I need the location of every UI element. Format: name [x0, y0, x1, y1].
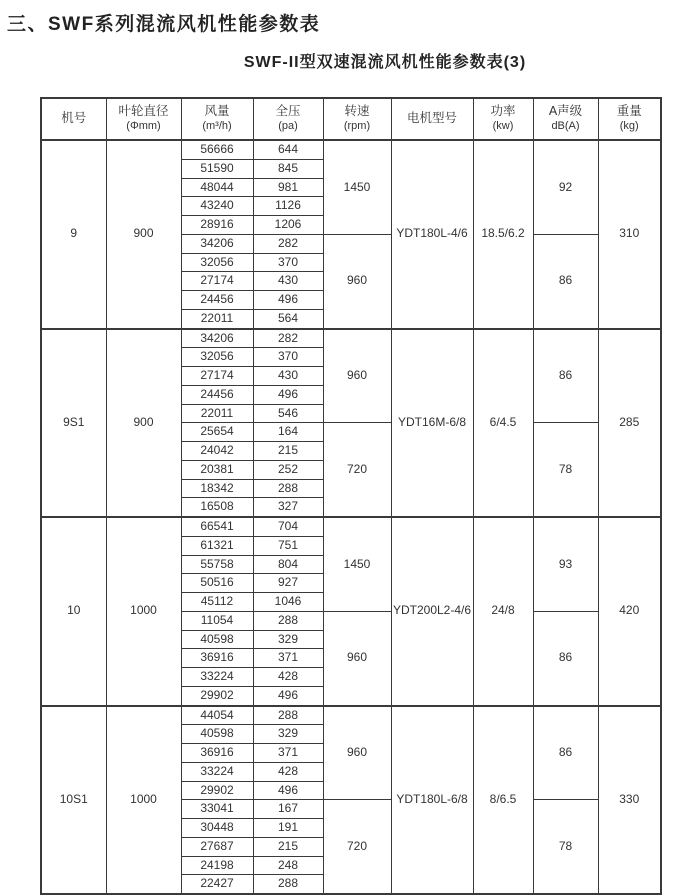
cell-airflow: 45112 [181, 593, 253, 612]
cell-noise-level: 86 [533, 611, 598, 705]
fan-performance-table [40, 97, 662, 895]
cell-airflow: 40598 [181, 725, 253, 744]
cell-airflow: 36916 [181, 649, 253, 668]
cell-airflow: 24456 [181, 291, 253, 310]
cell-total-pressure: 371 [253, 744, 323, 763]
cell-total-pressure: 430 [253, 367, 323, 386]
cell-total-pressure: 428 [253, 762, 323, 781]
header-row [41, 98, 661, 140]
cell-power: 6/4.5 [473, 329, 533, 518]
table-body [41, 140, 661, 894]
cell-power: 24/8 [473, 517, 533, 706]
cell-airflow: 29902 [181, 781, 253, 800]
cell-total-pressure: 248 [253, 856, 323, 875]
cell-airflow: 22427 [181, 875, 253, 894]
table-row [41, 517, 661, 536]
cell-airflow: 33224 [181, 668, 253, 687]
cell-total-pressure: 644 [253, 140, 323, 159]
cell-total-pressure: 496 [253, 781, 323, 800]
cell-airflow: 33224 [181, 762, 253, 781]
cell-speed-rpm: 1450 [323, 140, 391, 234]
cell-speed-rpm: 960 [323, 706, 391, 800]
table-row [41, 140, 661, 159]
col-header-total-pressure: 全压 (pa) [253, 98, 323, 140]
col-header-power: 功率 (kw) [473, 98, 533, 140]
cell-total-pressure: 1046 [253, 593, 323, 612]
col-header-fan-model: 机号 [41, 98, 106, 140]
cell-total-pressure: 252 [253, 460, 323, 479]
cell-airflow: 55758 [181, 555, 253, 574]
col-header-weight: 重量 (kg) [598, 98, 661, 140]
cell-impeller-diameter: 900 [106, 140, 181, 329]
cell-motor-model: YDT180L-4/6 [391, 140, 473, 329]
cell-speed-rpm: 720 [323, 800, 391, 894]
cell-speed-rpm: 960 [323, 611, 391, 705]
cell-airflow: 25654 [181, 423, 253, 442]
cell-motor-model: YDT16M-6/8 [391, 329, 473, 518]
cell-total-pressure: 704 [253, 517, 323, 536]
cell-total-pressure: 288 [253, 875, 323, 894]
cell-airflow: 61321 [181, 536, 253, 555]
cell-total-pressure: 1206 [253, 216, 323, 235]
cell-airflow: 22011 [181, 404, 253, 423]
cell-total-pressure: 927 [253, 574, 323, 593]
cell-total-pressure: 1126 [253, 197, 323, 216]
cell-total-pressure: 288 [253, 706, 323, 725]
cell-airflow: 48044 [181, 178, 253, 197]
cell-total-pressure: 751 [253, 536, 323, 555]
cell-noise-level: 78 [533, 423, 598, 517]
cell-total-pressure: 370 [253, 253, 323, 272]
cell-total-pressure: 288 [253, 611, 323, 630]
cell-noise-level: 86 [533, 234, 598, 328]
cell-speed-rpm: 960 [323, 234, 391, 328]
cell-total-pressure: 329 [253, 725, 323, 744]
cell-airflow: 34206 [181, 234, 253, 253]
table-header [41, 98, 661, 140]
cell-speed-rpm: 960 [323, 329, 391, 423]
cell-airflow: 16508 [181, 498, 253, 517]
cell-noise-level: 93 [533, 517, 598, 611]
cell-fan-model: 10 [41, 517, 106, 706]
cell-airflow: 20381 [181, 460, 253, 479]
cell-total-pressure: 215 [253, 837, 323, 856]
col-header-motor-model: 电机型号 [391, 98, 473, 140]
cell-airflow: 30448 [181, 819, 253, 838]
cell-weight: 420 [598, 517, 661, 706]
cell-airflow: 22011 [181, 309, 253, 328]
cell-noise-level: 86 [533, 706, 598, 800]
cell-airflow: 29902 [181, 686, 253, 705]
cell-total-pressure: 430 [253, 272, 323, 291]
cell-airflow: 28916 [181, 216, 253, 235]
cell-airflow: 50516 [181, 574, 253, 593]
cell-total-pressure: 496 [253, 686, 323, 705]
cell-total-pressure: 215 [253, 442, 323, 461]
cell-airflow: 56666 [181, 140, 253, 159]
cell-total-pressure: 191 [253, 819, 323, 838]
cell-fan-model: 9S1 [41, 329, 106, 518]
col-header-airflow: 风量 (m³/h) [181, 98, 253, 140]
page-subtitle: SWF-II型双速混流风机性能参数表(3) [243, 54, 527, 71]
cell-total-pressure: 329 [253, 630, 323, 649]
table-row [41, 706, 661, 725]
cell-total-pressure: 167 [253, 800, 323, 819]
cell-noise-level: 78 [533, 800, 598, 894]
cell-power: 8/6.5 [473, 706, 533, 895]
cell-airflow: 44054 [181, 706, 253, 725]
cell-airflow: 24456 [181, 385, 253, 404]
cell-impeller-diameter: 900 [106, 329, 181, 518]
cell-weight: 330 [598, 706, 661, 895]
cell-airflow: 32056 [181, 253, 253, 272]
cell-total-pressure: 370 [253, 348, 323, 367]
cell-airflow: 24042 [181, 442, 253, 461]
cell-total-pressure: 282 [253, 234, 323, 253]
cell-motor-model: YDT180L-6/8 [391, 706, 473, 895]
cell-total-pressure: 428 [253, 668, 323, 687]
cell-total-pressure: 546 [253, 404, 323, 423]
cell-power: 18.5/6.2 [473, 140, 533, 329]
cell-fan-model: 10S1 [41, 706, 106, 895]
cell-speed-rpm: 1450 [323, 517, 391, 611]
col-header-noise-level: A声级 dB(A) [533, 98, 598, 140]
cell-airflow: 11054 [181, 611, 253, 630]
cell-airflow: 27174 [181, 272, 253, 291]
cell-total-pressure: 496 [253, 291, 323, 310]
cell-total-pressure: 282 [253, 329, 323, 348]
cell-airflow: 33041 [181, 800, 253, 819]
cell-total-pressure: 981 [253, 178, 323, 197]
cell-total-pressure: 371 [253, 649, 323, 668]
cell-weight: 310 [598, 140, 661, 329]
cell-airflow: 34206 [181, 329, 253, 348]
cell-airflow: 51590 [181, 159, 253, 178]
cell-airflow: 18342 [181, 479, 253, 498]
cell-weight: 285 [598, 329, 661, 518]
cell-total-pressure: 845 [253, 159, 323, 178]
cell-noise-level: 86 [533, 329, 598, 423]
cell-airflow: 36916 [181, 744, 253, 763]
cell-airflow: 24198 [181, 856, 253, 875]
cell-total-pressure: 804 [253, 555, 323, 574]
cell-airflow: 32056 [181, 348, 253, 367]
cell-total-pressure: 327 [253, 498, 323, 517]
cell-total-pressure: 496 [253, 385, 323, 404]
cell-airflow: 66541 [181, 517, 253, 536]
cell-noise-level: 92 [533, 140, 598, 234]
col-header-impeller-diameter: 叶轮直径 (Φmm) [106, 98, 181, 140]
cell-airflow: 43240 [181, 197, 253, 216]
cell-motor-model: YDT200L2-4/6 [391, 517, 473, 706]
col-header-speed: 转速 (rpm) [323, 98, 391, 140]
cell-total-pressure: 164 [253, 423, 323, 442]
cell-airflow: 27174 [181, 367, 253, 386]
cell-impeller-diameter: 1000 [106, 706, 181, 895]
cell-total-pressure: 288 [253, 479, 323, 498]
cell-speed-rpm: 720 [323, 423, 391, 517]
cell-airflow: 40598 [181, 630, 253, 649]
cell-impeller-diameter: 1000 [106, 517, 181, 706]
page-title: 三、SWF系列混流风机性能参数表 [7, 14, 321, 35]
cell-fan-model: 9 [41, 140, 106, 329]
table-row [41, 329, 661, 348]
cell-total-pressure: 564 [253, 309, 323, 328]
cell-airflow: 27687 [181, 837, 253, 856]
